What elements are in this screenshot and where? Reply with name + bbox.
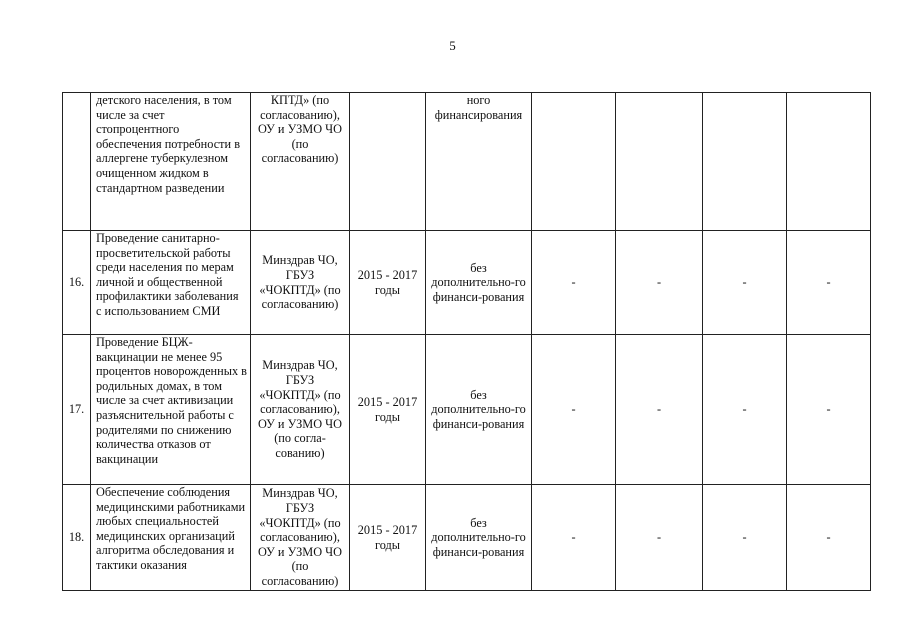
cell-period bbox=[350, 93, 426, 231]
cell-number: 18. bbox=[63, 485, 91, 591]
cell-period: 2015 - 2017 годы bbox=[350, 485, 426, 591]
table-row bbox=[63, 335, 871, 485]
cell-value: - bbox=[703, 231, 787, 335]
cell-value: - bbox=[703, 485, 787, 591]
cell-value: - bbox=[532, 335, 616, 485]
page-number: 5 bbox=[449, 38, 456, 53]
cell-executor: КПТД» (по согласованию), ОУ и УЗМО ЧО (по согласованию) bbox=[251, 93, 350, 231]
cell-measure: Проведение БЦЖ-вакцинации не менее 95 процентов новорожденных в родильных домах, в том числе за счет активизации разъяснительной работы с родителями по снижению количества отказов от вакцинации bbox=[91, 335, 251, 485]
cell-number: 16. bbox=[63, 231, 91, 335]
table-row-continuation bbox=[63, 93, 871, 231]
cell-financing: ного финансирования bbox=[426, 93, 532, 231]
cell-executor: Минздрав ЧО, ГБУЗ «ЧОКПТД» (по согласованию) bbox=[251, 231, 350, 335]
cell-value: - bbox=[532, 485, 616, 591]
cell-value: - bbox=[787, 335, 871, 485]
cell-value bbox=[787, 93, 871, 231]
cell-value bbox=[616, 93, 703, 231]
cell-measure: Обеспечение соблюдения медицинскими работниками любых специальностей медицинских организаций алгоритма обследования и тактики оказания bbox=[91, 485, 251, 591]
cell-measure: Проведение санитарно-просветительской работы среди населения по мерам личной и общественной профилактики заболевания с использованием СМИ bbox=[91, 231, 251, 335]
cell-financing: без дополнительно-го финанси-рования bbox=[426, 231, 532, 335]
cell-executor: Минздрав ЧО, ГБУЗ «ЧОКПТД» (по согласованию), ОУ и УЗМО ЧО (по согла-сованию) bbox=[251, 335, 350, 485]
cell-number: 17. bbox=[63, 335, 91, 485]
cell-measure: детского населения, в том числе за счет стопроцентного обеспечения потребности в аллергене туберкулезном очищенном жидком в стандартном разведении bbox=[91, 93, 251, 231]
cell-period: 2015 - 2017 годы bbox=[350, 335, 426, 485]
cell-number bbox=[63, 93, 91, 231]
cell-value: - bbox=[616, 231, 703, 335]
table-row bbox=[63, 485, 871, 591]
cell-value: - bbox=[703, 335, 787, 485]
cell-value: - bbox=[616, 485, 703, 591]
cell-value: - bbox=[616, 335, 703, 485]
cell-financing: без дополнительно-го финанси-рования bbox=[426, 485, 532, 591]
cell-value bbox=[532, 93, 616, 231]
cell-value bbox=[703, 93, 787, 231]
cell-executor: Минздрав ЧО, ГБУЗ «ЧОКПТД» (по согласованию), ОУ и УЗМО ЧО (по согласованию) bbox=[251, 485, 350, 591]
cell-financing: без дополнительно-го финанси-рования bbox=[426, 335, 532, 485]
table-row bbox=[63, 231, 871, 335]
cell-value: - bbox=[787, 485, 871, 591]
measures-table bbox=[62, 92, 871, 591]
cell-period: 2015 - 2017 годы bbox=[350, 231, 426, 335]
cell-value: - bbox=[787, 231, 871, 335]
cell-value: - bbox=[532, 231, 616, 335]
